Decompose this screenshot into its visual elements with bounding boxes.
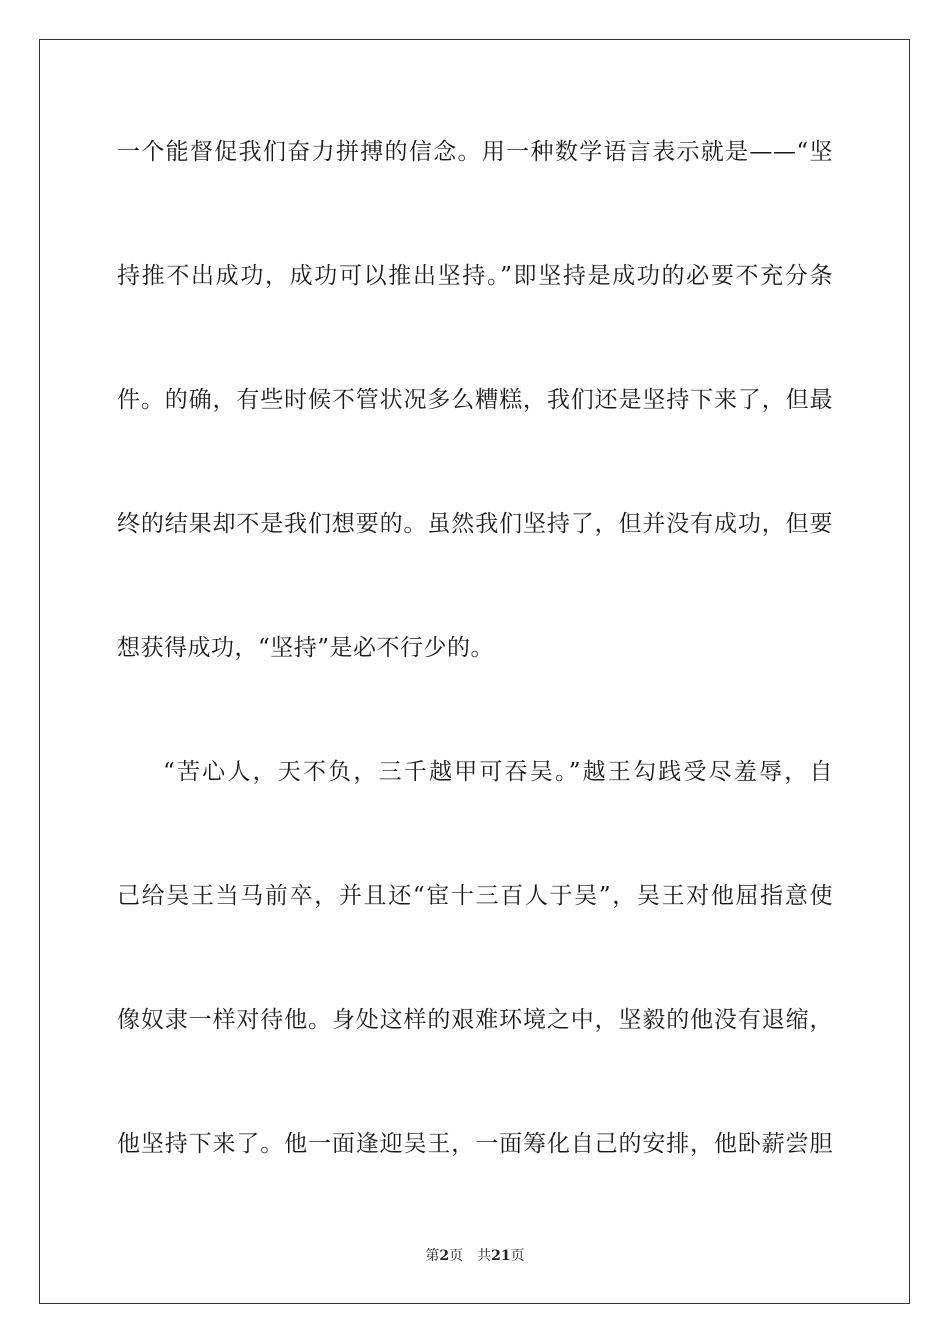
page-number: 2 [439,1248,450,1264]
text-line: 像奴隶一样对待他。身处这样的艰难环境之中，坚毅的他没有退缩， [117,1007,833,1033]
page-footer [0,1247,950,1265]
text-line: 他坚持下来了。他一面逢迎吴王，一面筹化自己的安排，他卧薪尝胆 [117,1131,833,1157]
page-suffix: 页 [449,1248,464,1264]
total-prefix: 共 [477,1248,492,1264]
total-suffix: 页 [510,1248,525,1264]
text-line: 想获得成功，“坚持”是必不行少的。 [117,635,495,661]
page-prefix: 第 [425,1248,440,1264]
text-line: 己给吴王当马前卒，并且还“宦十三百人于吴”，吴王对他屈指意使 [117,883,833,909]
text-line: 件。的确，有些时候不管状况多么糟糕，我们还是坚持下来了，但最 [117,387,833,413]
paragraph-first-line: “苦心人，天不负，三千越甲可吞吴。”越王勾践受尽羞辱，自 [163,759,833,785]
text-line: 终的结果却不是我们想要的。虽然我们坚持了，但并没有成功，但要 [117,511,833,537]
page-border [39,39,910,1304]
text-line: 一个能督促我们奋力拼搏的信念。用一种数学语言表示就是——“坚 [117,139,833,165]
text-line: 持推不出成功，成功可以推出坚持。”即坚持是成功的必要不充分条 [117,263,833,289]
total-pages: 21 [491,1248,511,1264]
